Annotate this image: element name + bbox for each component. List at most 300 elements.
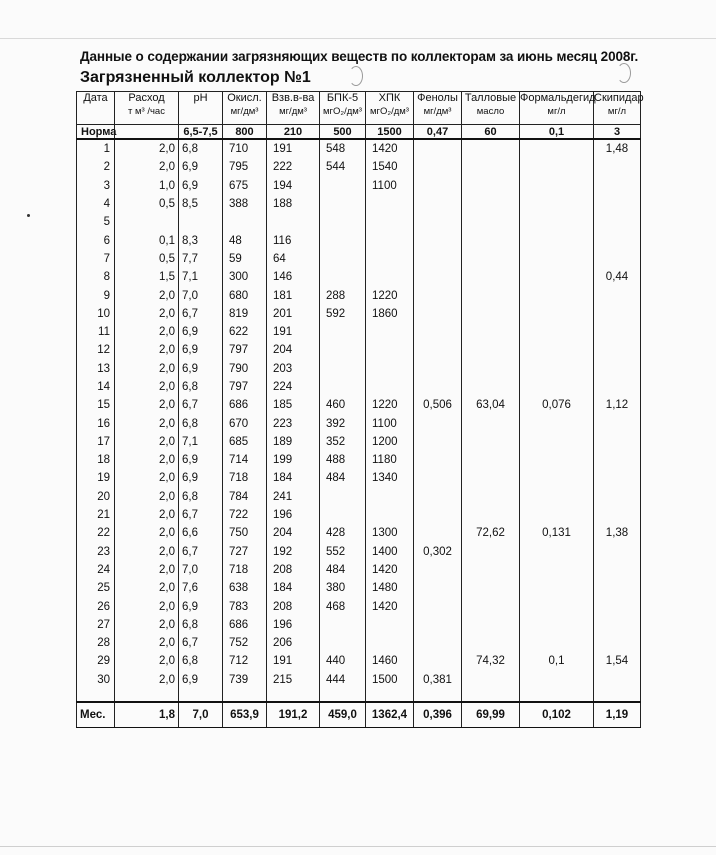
cell-hpk: [366, 213, 414, 231]
cell-ph: 6,9: [179, 451, 223, 469]
page-edge-bottom: [0, 846, 716, 847]
cell-susp: 241: [267, 488, 320, 506]
column-header-line2: мгО₂/дм³: [323, 106, 362, 117]
cell-tall-oil: [462, 158, 520, 176]
cell-date: 21: [77, 506, 115, 524]
column-header-line2: мг/дм³: [230, 106, 259, 117]
cell-hpk: 1400: [366, 543, 414, 561]
cell-oxid: 783: [223, 597, 267, 615]
cell-susp: 201: [267, 305, 320, 323]
collector-heading: Загрязненный коллектор №1: [80, 69, 311, 86]
cell-turpentine: [594, 634, 641, 652]
cell-hpk: 1420: [366, 139, 414, 158]
table-row: [77, 268, 641, 286]
cell-ph: 6,7: [179, 634, 223, 652]
cell-formaldehyde: [520, 231, 594, 249]
cell-tall-oil: [462, 177, 520, 195]
column-header-hpk: [366, 92, 414, 125]
cell-susp: 64: [267, 250, 320, 268]
cell-turpentine: 1,48: [594, 139, 641, 158]
cell-hpk: 1540: [366, 158, 414, 176]
cell-susp: 204: [267, 341, 320, 359]
column-header-line1: Формальдегид: [520, 92, 596, 104]
cell-susp: 188: [267, 195, 320, 213]
cell-hpk: 1420: [366, 597, 414, 615]
cell-date: 15: [77, 396, 115, 414]
total-cell-susp: 191,2: [267, 702, 320, 728]
cell-hpk: 1100: [366, 414, 414, 432]
cell-oxid: 790: [223, 360, 267, 378]
table-row: [77, 469, 641, 487]
cell-oxid: 59: [223, 250, 267, 268]
cell-susp: 224: [267, 378, 320, 396]
cell-date: 8: [77, 268, 115, 286]
cell-turpentine: [594, 671, 641, 689]
cell-date: 16: [77, 414, 115, 432]
cell-susp: 181: [267, 286, 320, 304]
cell-formaldehyde: [520, 341, 594, 359]
cell-date: 1: [77, 139, 115, 158]
cell-turpentine: [594, 579, 641, 597]
cell-bpk5: 288: [320, 286, 366, 304]
cell-oxid: [223, 213, 267, 231]
total-cell-oxid: 653,9: [223, 702, 267, 728]
cell-turpentine: [594, 305, 641, 323]
spacer-cell: [414, 689, 462, 702]
spacer-row: [77, 689, 641, 702]
norma-cell-flow: [115, 125, 179, 140]
table-row: [77, 652, 641, 670]
cell-formaldehyde: [520, 579, 594, 597]
cell-date: 18: [77, 451, 115, 469]
cell-oxid: 680: [223, 286, 267, 304]
column-header-line2: мг/л: [607, 106, 627, 117]
cell-phenols: [414, 305, 462, 323]
column-header-line2: мг/дм³: [279, 106, 307, 117]
table-row: [77, 139, 641, 158]
cell-bpk5: 444: [320, 671, 366, 689]
cell-phenols: [414, 250, 462, 268]
cell-susp: 191: [267, 139, 320, 158]
cell-flow: 2,0: [115, 561, 179, 579]
cell-oxid: 722: [223, 506, 267, 524]
cell-ph: 7,6: [179, 579, 223, 597]
column-header-line2: мгО₂/дм³: [370, 106, 409, 117]
cell-oxid: 638: [223, 579, 267, 597]
cell-turpentine: 1,54: [594, 652, 641, 670]
column-header-line1: Дата: [83, 92, 108, 104]
table-row: [77, 616, 641, 634]
cell-tall-oil: [462, 543, 520, 561]
cell-oxid: 685: [223, 433, 267, 451]
column-header-ph: [179, 92, 223, 125]
cell-phenols: [414, 286, 462, 304]
cell-turpentine: 1,12: [594, 396, 641, 414]
cell-date: 2: [77, 158, 115, 176]
cell-turpentine: [594, 414, 641, 432]
cell-tall-oil: 74,32: [462, 652, 520, 670]
cell-susp: 222: [267, 158, 320, 176]
cell-oxid: 739: [223, 671, 267, 689]
cell-hpk: [366, 506, 414, 524]
cell-bpk5: 380: [320, 579, 366, 597]
cell-turpentine: [594, 597, 641, 615]
cell-formaldehyde: [520, 195, 594, 213]
cell-date: 11: [77, 323, 115, 341]
cell-ph: 6,7: [179, 506, 223, 524]
cell-oxid: 48: [223, 231, 267, 249]
cell-tall-oil: [462, 414, 520, 432]
cell-flow: [115, 213, 179, 231]
column-header-line2: мг/дм³: [423, 106, 452, 117]
cell-hpk: [366, 268, 414, 286]
column-header-bpk5: [320, 92, 366, 125]
cell-susp: [267, 213, 320, 231]
cell-tall-oil: [462, 139, 520, 158]
cell-ph: 7,0: [179, 561, 223, 579]
total-cell-phenols: 0,396: [414, 702, 462, 728]
cell-tall-oil: [462, 616, 520, 634]
cell-formaldehyde: [520, 671, 594, 689]
spacer-cell: [115, 689, 179, 702]
cell-tall-oil: [462, 195, 520, 213]
cell-oxid: 712: [223, 652, 267, 670]
cell-phenols: [414, 177, 462, 195]
spacer-cell: [320, 689, 366, 702]
cell-oxid: 727: [223, 543, 267, 561]
cell-tall-oil: 63,04: [462, 396, 520, 414]
column-header-line1: ХПК: [378, 92, 401, 104]
total-cell-flow: 1,8: [115, 702, 179, 728]
cell-formaldehyde: [520, 268, 594, 286]
cell-date: 27: [77, 616, 115, 634]
cell-bpk5: [320, 250, 366, 268]
spacer-cell: [77, 689, 115, 702]
cell-hpk: 1860: [366, 305, 414, 323]
cell-bpk5: [320, 341, 366, 359]
cell-phenols: [414, 433, 462, 451]
cell-phenols: [414, 597, 462, 615]
table-row: [77, 396, 641, 414]
norma-cell-date: Норма: [77, 125, 115, 140]
cell-formaldehyde: [520, 323, 594, 341]
cell-date: 4: [77, 195, 115, 213]
cell-date: 7: [77, 250, 115, 268]
cell-formaldehyde: [520, 414, 594, 432]
cell-bpk5: 484: [320, 561, 366, 579]
cell-flow: 2,0: [115, 433, 179, 451]
norma-cell-turpentine: 3: [594, 125, 641, 140]
table-row: [77, 597, 641, 615]
table-row: [77, 543, 641, 561]
cell-formaldehyde: [520, 378, 594, 396]
cell-date: 25: [77, 579, 115, 597]
cell-flow: 2,0: [115, 671, 179, 689]
cell-susp: 196: [267, 506, 320, 524]
cell-tall-oil: [462, 451, 520, 469]
cell-flow: 2,0: [115, 323, 179, 341]
column-header-line2: т м³ /час: [128, 106, 165, 117]
total-cell-bpk5: 459,0: [320, 702, 366, 728]
column-header-susp: [267, 92, 320, 125]
table-row: [77, 451, 641, 469]
table-row: [77, 506, 641, 524]
cell-flow: 2,0: [115, 506, 179, 524]
column-header-line1: pH: [193, 92, 208, 104]
cell-ph: 6,8: [179, 616, 223, 634]
cell-ph: [179, 213, 223, 231]
cell-formaldehyde: [520, 597, 594, 615]
cell-tall-oil: [462, 561, 520, 579]
cell-tall-oil: [462, 634, 520, 652]
cell-oxid: 750: [223, 524, 267, 542]
cell-flow: 2,0: [115, 360, 179, 378]
cell-ph: 7,0: [179, 286, 223, 304]
cell-flow: 2,0: [115, 543, 179, 561]
cell-turpentine: 1,38: [594, 524, 641, 542]
cell-turpentine: [594, 158, 641, 176]
cell-turpentine: [594, 195, 641, 213]
cell-flow: 2,0: [115, 451, 179, 469]
cell-susp: 116: [267, 231, 320, 249]
table-row: [77, 433, 641, 451]
cell-flow: 2,0: [115, 158, 179, 176]
cell-turpentine: [594, 341, 641, 359]
cell-oxid: 784: [223, 488, 267, 506]
norma-cell-formaldehyde: 0,1: [520, 125, 594, 140]
cell-bpk5: 468: [320, 597, 366, 615]
table-row: [77, 634, 641, 652]
cell-turpentine: [594, 469, 641, 487]
cell-formaldehyde: [520, 177, 594, 195]
cell-hpk: 1220: [366, 286, 414, 304]
column-header-flow: [115, 92, 179, 125]
cell-date: 10: [77, 305, 115, 323]
cell-turpentine: [594, 177, 641, 195]
cell-turpentine: [594, 561, 641, 579]
cell-oxid: 686: [223, 396, 267, 414]
cell-phenols: 0,506: [414, 396, 462, 414]
cell-flow: 2,0: [115, 139, 179, 158]
cell-oxid: 797: [223, 378, 267, 396]
cell-hpk: [366, 195, 414, 213]
cell-hpk: [366, 378, 414, 396]
cell-susp: 196: [267, 616, 320, 634]
cell-date: 5: [77, 213, 115, 231]
cell-phenols: [414, 360, 462, 378]
cell-ph: 6,7: [179, 305, 223, 323]
cell-ph: 7,1: [179, 268, 223, 286]
cell-ph: 6,8: [179, 488, 223, 506]
cell-bpk5: [320, 177, 366, 195]
cell-ph: 8,5: [179, 195, 223, 213]
cell-tall-oil: [462, 671, 520, 689]
spacer-cell: [267, 689, 320, 702]
cell-hpk: 1180: [366, 451, 414, 469]
cell-phenols: [414, 579, 462, 597]
cell-flow: 2,0: [115, 652, 179, 670]
cell-ph: 6,9: [179, 360, 223, 378]
cell-phenols: [414, 561, 462, 579]
cell-date: 23: [77, 543, 115, 561]
cell-flow: 0,5: [115, 250, 179, 268]
column-header-line1: Фенолы: [417, 92, 458, 104]
cell-tall-oil: [462, 506, 520, 524]
cell-formaldehyde: [520, 139, 594, 158]
cell-oxid: 686: [223, 616, 267, 634]
table-row: [77, 231, 641, 249]
cell-hpk: 1220: [366, 396, 414, 414]
cell-turpentine: [594, 213, 641, 231]
cell-susp: 199: [267, 451, 320, 469]
cell-susp: 184: [267, 579, 320, 597]
cell-bpk5: [320, 488, 366, 506]
column-header-line1: Окисл.: [227, 92, 262, 104]
column-header-line1: Расход: [128, 92, 165, 104]
cell-ph: 6,9: [179, 158, 223, 176]
table-row: [77, 177, 641, 195]
cell-oxid: 752: [223, 634, 267, 652]
cell-susp: 223: [267, 414, 320, 432]
cell-ph: 6,9: [179, 323, 223, 341]
cell-susp: 204: [267, 524, 320, 542]
cell-tall-oil: [462, 231, 520, 249]
cell-date: 24: [77, 561, 115, 579]
spacer-cell: [520, 689, 594, 702]
cell-bpk5: 440: [320, 652, 366, 670]
cell-bpk5: [320, 213, 366, 231]
cell-formaldehyde: [520, 286, 594, 304]
pollutant-table: [76, 91, 644, 728]
cell-date: 6: [77, 231, 115, 249]
cell-phenols: [414, 488, 462, 506]
cell-hpk: 1200: [366, 433, 414, 451]
cell-hpk: 1300: [366, 524, 414, 542]
cell-susp: 189: [267, 433, 320, 451]
cell-ph: 6,9: [179, 671, 223, 689]
cell-oxid: 710: [223, 139, 267, 158]
punch-hole-mark: [617, 63, 631, 83]
cell-tall-oil: [462, 268, 520, 286]
cell-phenols: [414, 139, 462, 158]
spacer-cell: [366, 689, 414, 702]
cell-tall-oil: [462, 433, 520, 451]
cell-formaldehyde: [520, 451, 594, 469]
cell-formaldehyde: [520, 634, 594, 652]
total-cell-turpentine: 1,19: [594, 702, 641, 728]
cell-formaldehyde: [520, 305, 594, 323]
cell-formaldehyde: [520, 561, 594, 579]
table-row: [77, 213, 641, 231]
cell-formaldehyde: [520, 616, 594, 634]
spacer-cell: [223, 689, 267, 702]
cell-flow: 2,0: [115, 378, 179, 396]
cell-hpk: [366, 360, 414, 378]
cell-bpk5: [320, 268, 366, 286]
cell-phenols: [414, 341, 462, 359]
cell-ph: 7,1: [179, 433, 223, 451]
cell-susp: 192: [267, 543, 320, 561]
cell-flow: 2,0: [115, 634, 179, 652]
cell-turpentine: 0,44: [594, 268, 641, 286]
cell-susp: 191: [267, 652, 320, 670]
column-header-line1: БПК-5: [326, 92, 359, 104]
cell-susp: 215: [267, 671, 320, 689]
column-header-oxid: [223, 92, 267, 125]
cell-hpk: 1480: [366, 579, 414, 597]
cell-turpentine: [594, 616, 641, 634]
cell-formaldehyde: [520, 433, 594, 451]
cell-date: 22: [77, 524, 115, 542]
norma-cell-susp: 210: [267, 125, 320, 140]
cell-turpentine: [594, 250, 641, 268]
cell-phenols: [414, 231, 462, 249]
table-row: [77, 323, 641, 341]
table-row: [77, 305, 641, 323]
cell-tall-oil: [462, 469, 520, 487]
cell-ph: 6,9: [179, 341, 223, 359]
cell-tall-oil: 72,62: [462, 524, 520, 542]
cell-date: 28: [77, 634, 115, 652]
cell-ph: 6,6: [179, 524, 223, 542]
cell-formaldehyde: [520, 506, 594, 524]
norma-cell-hpk: 1500: [366, 125, 414, 140]
cell-date: 20: [77, 488, 115, 506]
norma-cell-oxid: 800: [223, 125, 267, 140]
cell-turpentine: [594, 488, 641, 506]
cell-formaldehyde: 0,076: [520, 396, 594, 414]
cell-oxid: 300: [223, 268, 267, 286]
norma-cell-ph: 6,5-7,5: [179, 125, 223, 140]
cell-ph: 6,9: [179, 469, 223, 487]
column-header-tall-oil: [462, 92, 520, 125]
cell-formaldehyde: 0,1: [520, 652, 594, 670]
table-row: [77, 360, 641, 378]
cell-phenols: [414, 469, 462, 487]
table-row: [77, 286, 641, 304]
cell-ph: 6,8: [179, 652, 223, 670]
cell-phenols: [414, 268, 462, 286]
cell-ph: 6,7: [179, 543, 223, 561]
cell-flow: 2,0: [115, 616, 179, 634]
cell-hpk: [366, 323, 414, 341]
norma-row: [77, 125, 641, 140]
cell-bpk5: 488: [320, 451, 366, 469]
cell-turpentine: [594, 378, 641, 396]
cell-susp: 184: [267, 469, 320, 487]
cell-phenols: [414, 195, 462, 213]
cell-hpk: [366, 250, 414, 268]
cell-formaldehyde: [520, 158, 594, 176]
cell-flow: 2,0: [115, 579, 179, 597]
cell-bpk5: [320, 195, 366, 213]
cell-date: 13: [77, 360, 115, 378]
cell-tall-oil: [462, 341, 520, 359]
cell-oxid: 714: [223, 451, 267, 469]
cell-ph: 8,3: [179, 231, 223, 249]
cell-flow: 2,0: [115, 469, 179, 487]
cell-ph: 6,8: [179, 378, 223, 396]
spacer-cell: [594, 689, 641, 702]
cell-date: 19: [77, 469, 115, 487]
cell-phenols: [414, 634, 462, 652]
cell-hpk: [366, 341, 414, 359]
column-header-formaldehyde: [520, 92, 594, 125]
cell-hpk: 1100: [366, 177, 414, 195]
scan-speck: [27, 214, 30, 217]
cell-susp: 146: [267, 268, 320, 286]
cell-flow: 2,0: [115, 414, 179, 432]
